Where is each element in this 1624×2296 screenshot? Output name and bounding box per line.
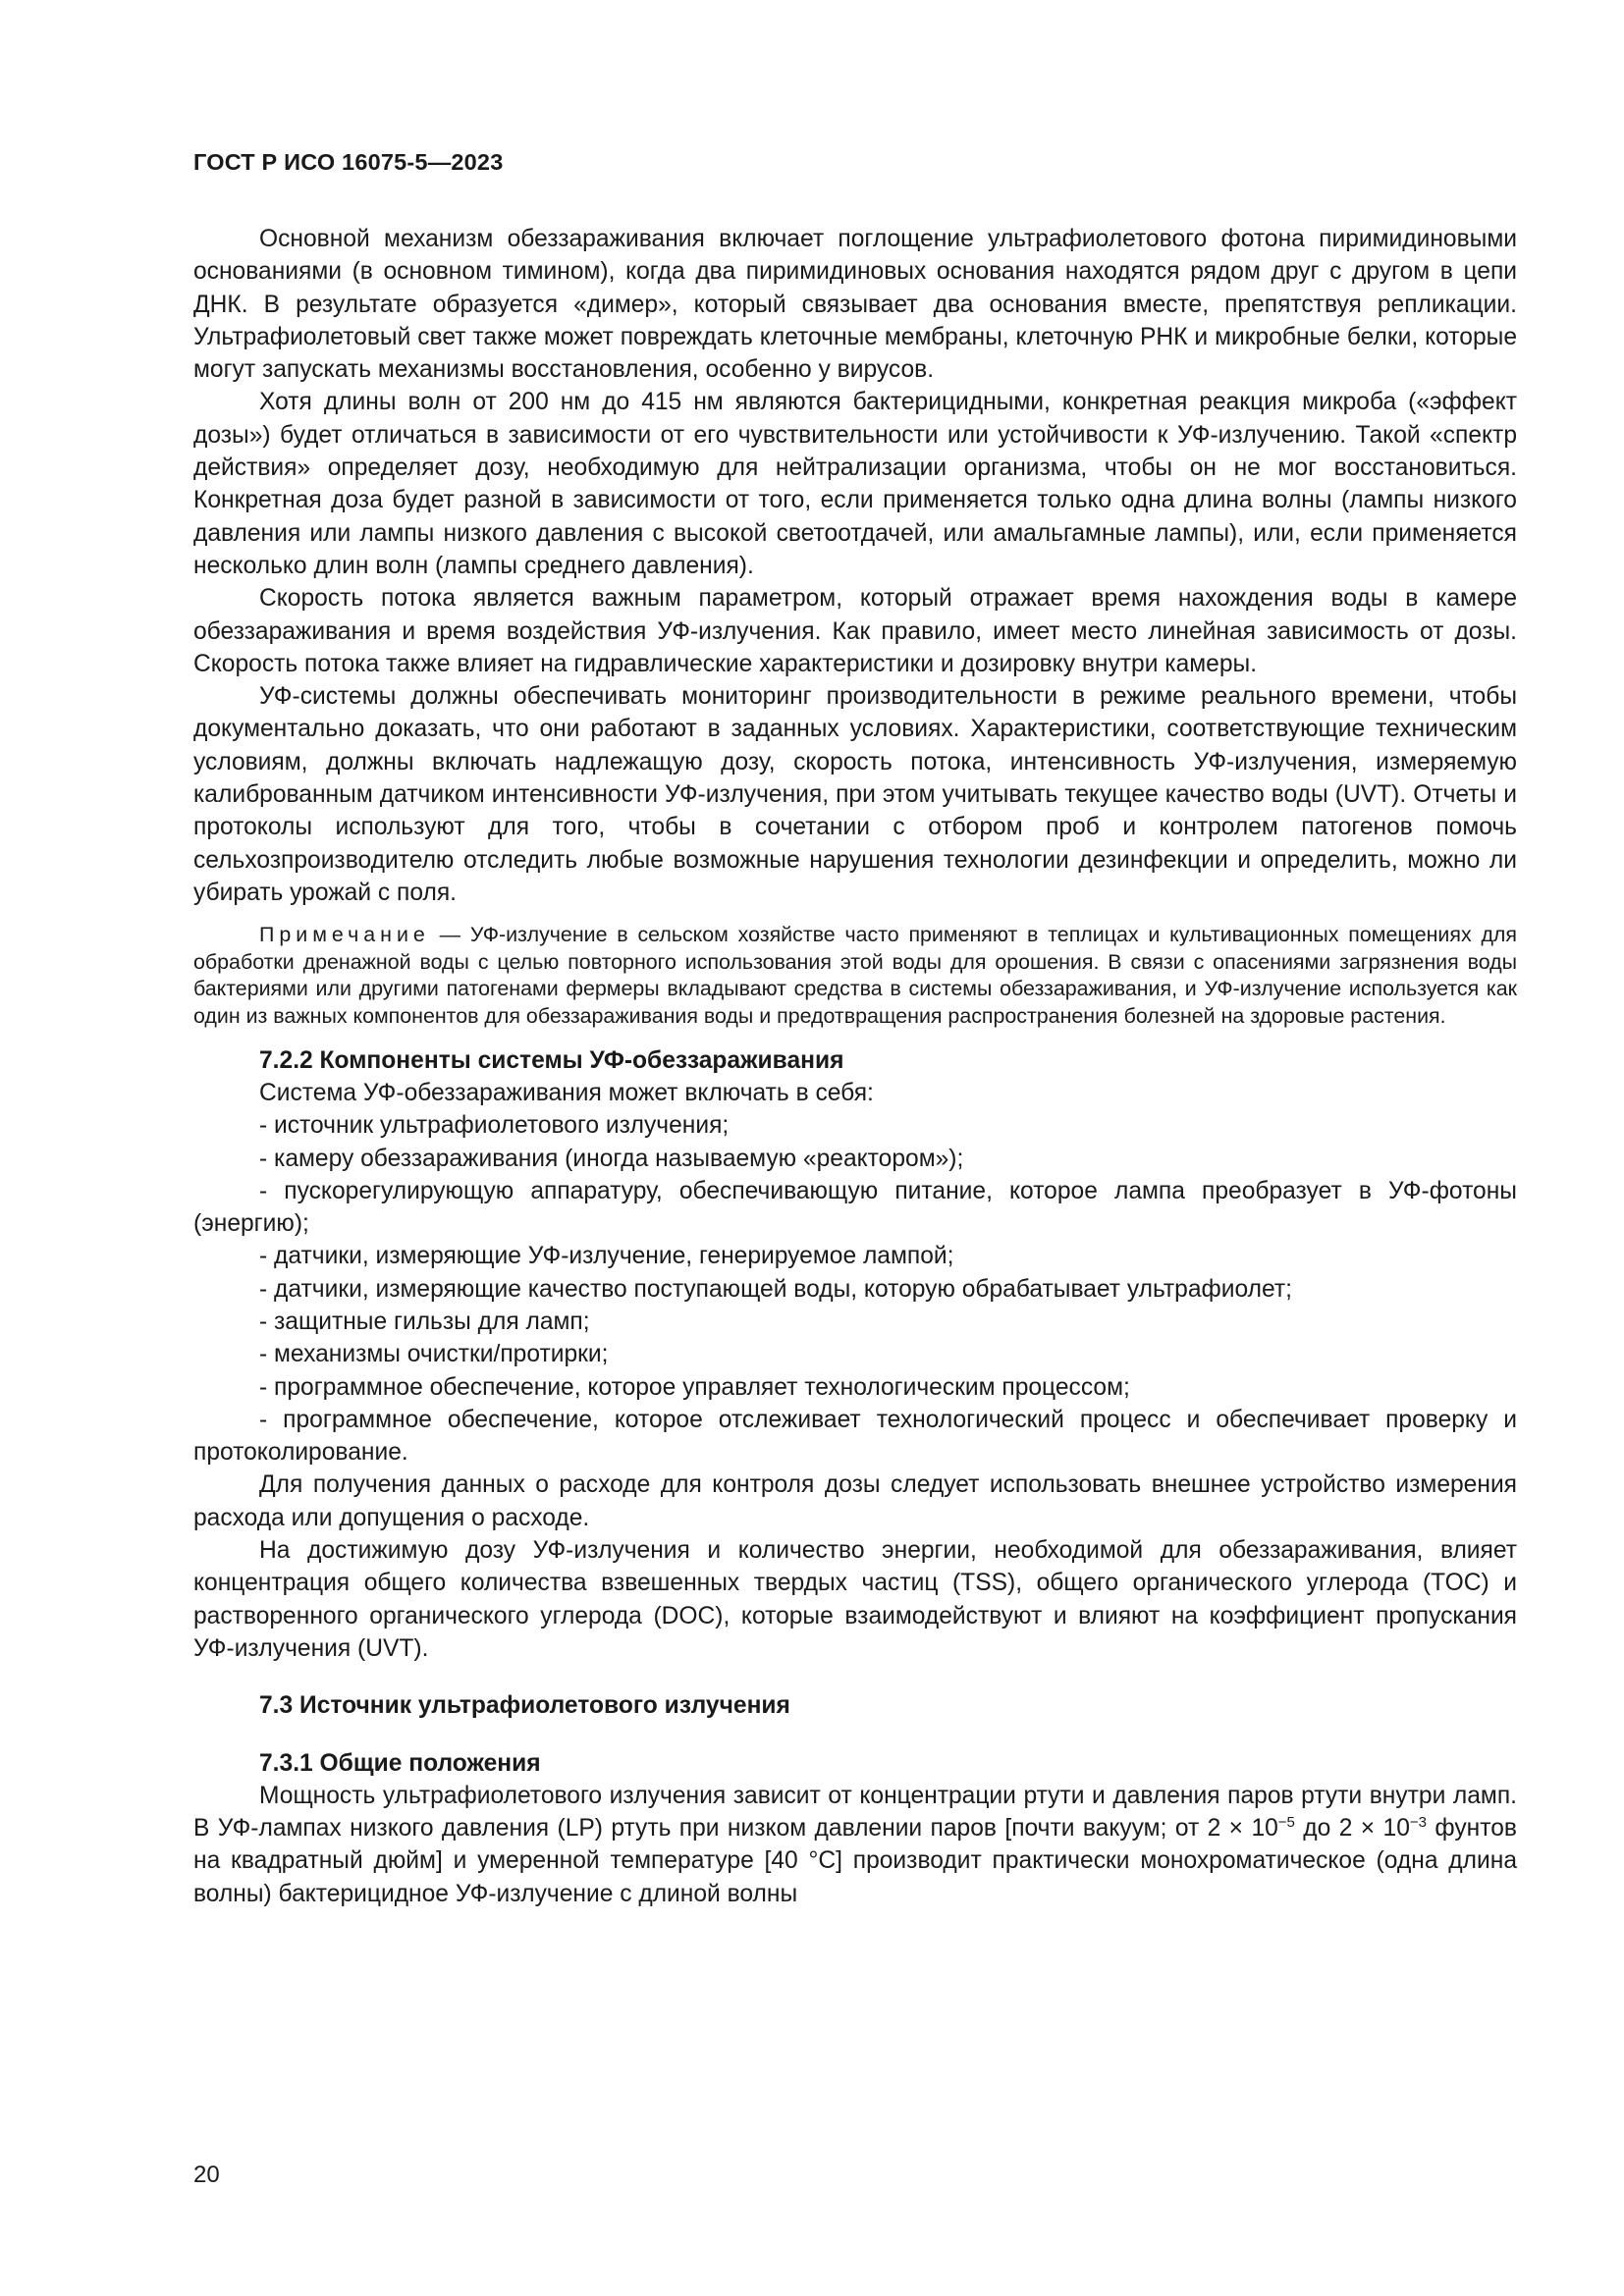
paragraph-disinfection-mechanism: Основной механизм обеззараживания включает поглощение ультрафиолетового фотона пиримидиновыми основаниями (в основном тимином), когда два пиримидиновых основания находятся рядом друг с другом в цепи ДНК. В результате образуется «димер», который связывает два основания вместе, препятствуя репликации. Ультрафиолетовый свет также может повреждать клеточные мембраны, клеточную РНК и микробные белки, которые могут запускать механизмы восстановления, особенно у вирусов. [193,226,1517,384]
list-item: - программное обеспечение, которое управляет технологическим процессом; [259,1373,1130,1401]
uv-power-text-2: до 2 × 10 [1294,1815,1410,1842]
list-item: - пускорегулирующую аппаратуру, обеспечивающую питание, которое лампа преобразует в УФ-фотоны (энергию); [193,1177,1517,1238]
list-item: - датчики, измеряющие качество поступающей воды, которую обрабатывает ультрафиолет; [259,1275,1292,1303]
section-heading-7-3-1: 7.3.1 Общие положения [259,1749,541,1777]
list-item: - механизмы очистки/протирки; [259,1341,609,1368]
paragraph-flow-measurement: Для получения данных о расходе для контроля дозы следует использовать внешнее устройство измерения расхода или допущения о расходе. [193,1471,1517,1531]
paragraph-monitoring: УФ-системы должны обеспечивать мониторинг производительности в режиме реального времени, чтобы документально доказать, что они работают в заданных условиях. Характеристики, соответствующие техническим условиям, должны включать надлежащую дозу, скорость потока, интенсивность УФ-излучения, измеряемую калиброванным датчиком интенсивности УФ-излучения, при этом учитывать текущее качество воды (UVT). Отчеты и протоколы используют для того, чтобы в сочетании с отбором проб и контролем патогенов помочь сельхозпроизводителю отследить любые возможные нарушения технологии дезинфекции и определить, можно ли убирать урожай с поля. [193,683,1517,906]
note-text: — УФ-излучение в сельском хозяйстве часто применяют в теплицах и культивационных помещениях для обработки дренажной воды с целью повторного использования этой воды для орошения. В связи с опасениями загрязнения воды бактериями или другими патогенами фермеры вкладывают средства в системы обеззараживания, и УФ-излучение используется как один из важных компонентов для обеззараживания воды и предотвращения распространения болезней на здоровые растения. [193,923,1517,1029]
exponent-2: −3 [1409,1814,1428,1832]
section-7-2-2-intro: Система УФ-обеззараживания может включать в себя: [259,1079,874,1106]
page-content [193,223,1517,1910]
uv-power-text-3: фунтов на квадратный дюйм] и умеренной температуре [40 °C] производит практически монохроматическое (одна длина волны) бактерицидное УФ-излучение с длиной волны [193,1815,1517,1907]
note-label: Примечание [259,923,430,947]
note [193,922,1517,1030]
list-item: - программное обеспечение, которое отслеживает технологический процесс и обеспечивает проверку и протоколирование. [193,1406,1517,1467]
list-item: - камеру обеззараживания (иногда называемую «реактором»); [259,1145,964,1172]
list-item: - защитные гильзы для ламп; [259,1308,590,1335]
exponent-1: −5 [1277,1814,1295,1832]
list-item: - источник ультрафиолетового излучения; [259,1112,730,1140]
page-number: 20 [193,2162,220,2188]
paragraph-flow-rate: Скорость потока является важным параметром, который отражает время нахождения воды в камере обеззараживания и время воздействия УФ-излучения. Как правило, имеет место линейная зависимость от дозы. Скорость потока также влияет на гидравлические характеристики и дозировку внутри камеры. [193,585,1517,677]
section-heading-7-3: 7.3 Источник ультрафиолетового излучения [259,1692,790,1720]
paragraph-wavelengths: Хотя длины волн от 200 нм до 415 нм являются бактерицидными, конкретная реакция микроба («эффект дозы») будет отличаться в зависимости от его чувствительности или устойчивости к УФ-излучению. Такой «спектр действия» определяет дозу, необходимую для нейтрализации организма, чтобы он не мог восстановиться. Конкретная доза будет разной в зависимости от того, если применяется только одна длина волны (лампы низкого давления или лампы низкого давления с высокой светоотдачей, или амальгамные лампы), или, если применяется несколько длин волн (лампы среднего давления). [193,389,1517,579]
paragraph-uv-power [193,1780,1517,1910]
list-item: - датчики, измеряющие УФ-излучение, генерируемое лампой; [259,1243,954,1270]
paragraph-achievable-dose: На достижимую дозу УФ-излучения и количество энергии, необходимой для обеззараживания, влияет концентрация общего количества взвешенных твердых частиц (TSS), общего органического углерода (TOC) и растворенного органического углерода (DOC), которые взаимодействуют и влияют на коэффициент пропускания УФ-излучения (UVT). [193,1537,1517,1662]
uv-power-text-1: Мощность ультрафиолетового излучения зависит от концентрации ртути и давления паров ртути внутри ламп. В УФ-лампах низкого давления (LP) ртуть при низком давлении паров [почти вакуум; от 2 × 10 [193,1782,1517,1842]
section-heading-7-2-2: 7.2.2 Компоненты системы УФ-обеззараживания [259,1046,844,1074]
document-header: ГОСТ Р ИСО 16075-5—2023 [193,149,504,175]
